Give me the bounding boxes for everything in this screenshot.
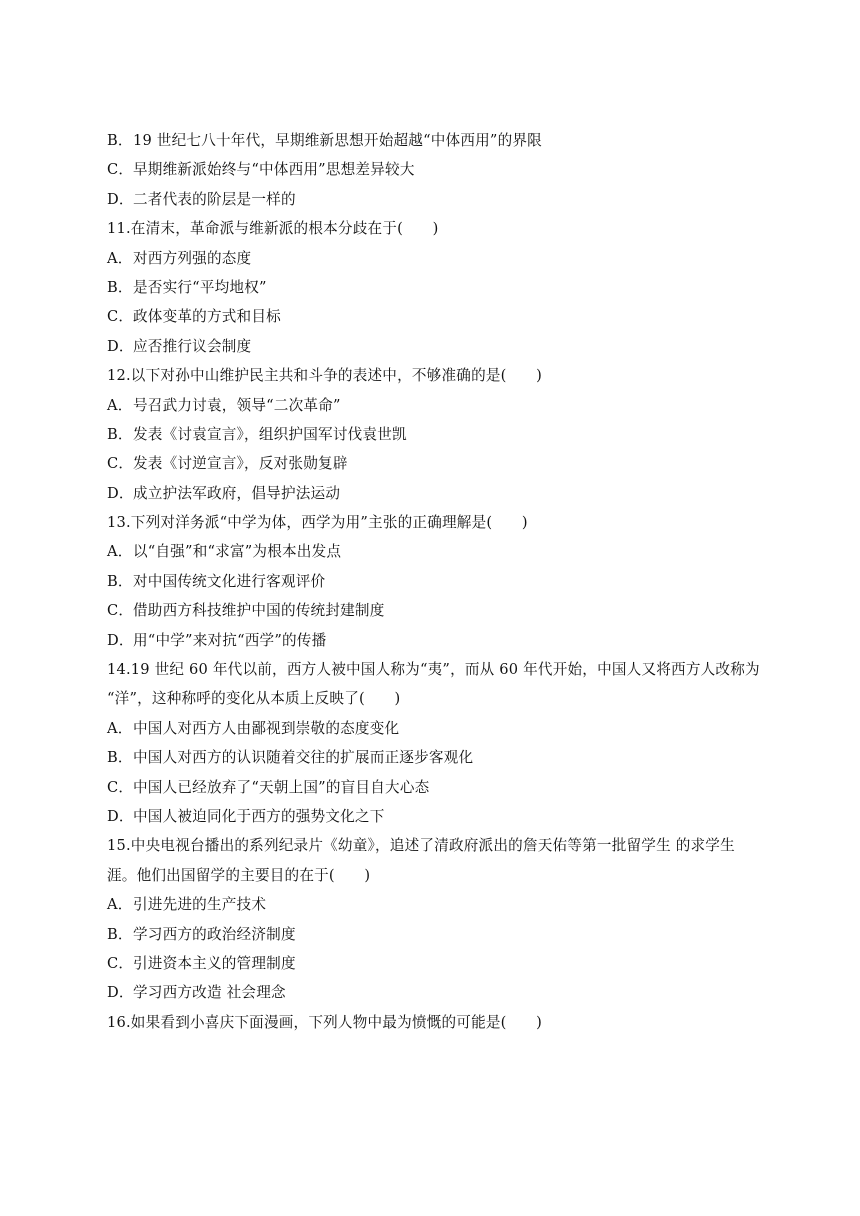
option-text: 学习西方改造 社会理念 (133, 984, 286, 1002)
option-letter: A． (107, 543, 133, 561)
option-letter: A． (107, 396, 133, 414)
question-stem: 12.以下对孙中山维护民主共和斗争的表述中，不够准确的是( ) (107, 367, 543, 385)
document-page (107, 126, 767, 1037)
question-stem: 14.19 世纪 60 年代以前，西方人被中国人称为“夷”，而从 60 年代开始，中国人又将西方人改称为 (107, 661, 760, 679)
option-line (107, 420, 767, 449)
question-stem: 16.如果看到小喜庆下面漫画，下列人物中最为愤慨的可能是( ) (107, 1013, 543, 1031)
option-line (107, 391, 767, 420)
option-line (107, 626, 767, 655)
option-text: 发表《讨袁宣言》，组织护国军讨伐袁世凯 (133, 425, 407, 443)
option-text: 发表《讨逆宣言》，反对张勋复辟 (133, 455, 348, 473)
option-line (107, 714, 767, 743)
option-text: 引进资本主义的管理制度 (133, 954, 296, 972)
option-text: 学习西方的政治经济制度 (133, 925, 296, 943)
option-letter: D． (107, 807, 134, 825)
option-letter: D． (107, 484, 134, 502)
option-line (107, 978, 767, 1007)
option-line (107, 273, 767, 302)
option-text: 借助西方科技维护中国的传统封建制度 (133, 602, 385, 620)
option-text: 政体变革的方式和目标 (133, 308, 281, 326)
option-text: 是否实行“平均地权” (133, 278, 267, 296)
option-text: 19 世纪七八十年代，早期维新思想开始超越“中体西用”的界限 (133, 132, 542, 149)
option-letter: C． (107, 308, 134, 326)
question-12 (107, 361, 767, 508)
option-letter: C． (107, 602, 134, 620)
option-letter: B． (107, 572, 133, 590)
option-text: 对中国传统文化进行客观评价 (133, 572, 326, 590)
option-text: 应否推行议会制度 (133, 337, 252, 355)
lead-options (107, 126, 767, 214)
option-line (107, 126, 767, 155)
option-text: 对西方列强的态度 (133, 249, 252, 267)
option-line (107, 773, 767, 802)
option-line (107, 185, 767, 214)
option-line (107, 920, 767, 949)
option-line (107, 743, 767, 772)
option-line (107, 332, 767, 361)
option-text: 号召武力讨袁，领导“二次革命” (133, 396, 341, 414)
option-letter: C． (107, 161, 134, 179)
question-stem-continued: 涯。他们出国留学的主要目的在于( ) (107, 866, 371, 884)
option-line (107, 537, 767, 566)
option-letter: A． (107, 249, 133, 267)
question-16 (107, 1008, 767, 1037)
option-letter: C． (107, 455, 134, 473)
option-text: 中国人对西方人由鄙视到崇敬的态度变化 (133, 719, 400, 737)
question-stem: 11.在清末，革命派与维新派的根本分歧在于( ) (107, 220, 439, 238)
option-letter: B． (107, 278, 133, 296)
option-letter: C． (107, 954, 134, 972)
question-13 (107, 508, 767, 655)
option-text: 中国人对西方的认识随着交往的扩展而正逐步客观化 (133, 749, 474, 767)
option-line (107, 244, 767, 273)
question-stem-continued: “洋”，这种称呼的变化从本质上反映了( ) (107, 690, 401, 708)
option-line (107, 479, 767, 508)
option-line (107, 596, 767, 625)
question-11 (107, 214, 767, 361)
question-stem: 15.中央电视台播出的系列纪录片《幼童》，追述了清政府派出的詹天佑等第一批留学生 的求学生 (107, 837, 735, 855)
option-letter: A． (107, 719, 133, 737)
option-letter: B． (107, 749, 133, 767)
option-letter: D． (107, 984, 134, 1002)
option-letter: B． (107, 132, 133, 149)
option-line (107, 567, 767, 596)
option-text: 早期维新派始终与“中体西用”思想差异较大 (133, 161, 415, 179)
option-text: 用“中学”来对抗“西学”的传播 (133, 631, 327, 649)
option-text: 以“自强”和“求富”为根本出发点 (133, 543, 342, 561)
question-14 (107, 655, 767, 831)
option-line (107, 302, 767, 331)
option-letter: D． (107, 190, 134, 208)
option-text: 中国人被迫同化于西方的强势文化之下 (133, 807, 385, 825)
option-line (107, 155, 767, 184)
option-text: 引进先进的生产技术 (133, 896, 267, 914)
option-line (107, 449, 767, 478)
question-15 (107, 831, 767, 1007)
option-line (107, 802, 767, 831)
question-stem: 13.下列对洋务派“中学为体，西学为用”主张的正确理解是( ) (107, 514, 528, 532)
option-text: 二者代表的阶层是一样的 (133, 190, 296, 208)
option-text: 中国人已经放弃了“天朝上国”的盲目自大心态 (133, 778, 430, 796)
option-text: 成立护法军政府，倡导护法运动 (133, 484, 341, 502)
option-letter: A． (107, 896, 133, 914)
option-line (107, 890, 767, 919)
option-letter: D． (107, 631, 134, 649)
option-letter: B． (107, 425, 133, 443)
option-letter: C． (107, 778, 134, 796)
option-line (107, 949, 767, 978)
option-letter: B． (107, 925, 133, 943)
option-letter: D． (107, 337, 134, 355)
